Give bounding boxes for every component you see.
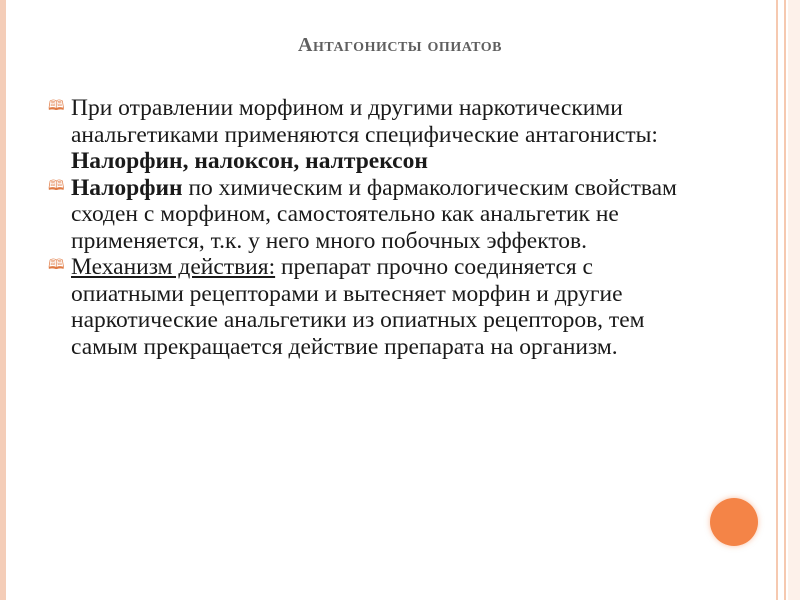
decorative-orange-circle [710,498,758,546]
bullet-icon: 🕮 [48,99,65,114]
bullet-3-text: препарат прочно соединяется с опиатными рецепторами и вытесняет морфин и другие наркотические анальгетики из опиатных рецепторов, тем самым прекращается действие препарата на организм. [71,254,645,360]
bullet-icon: 🕮 [48,178,65,194]
bullet-icon: 🕮 [48,258,65,273]
left-border-stripe [0,0,6,600]
bullet-3-underlined-text: Механизм действия: [71,254,276,280]
bullet-1-text: При отравлении морфином и другими наркотическими анальгетиками применяются специфические антагонисты: [71,95,658,148]
slide-content [46,95,706,360]
bullet-item-3 [46,254,706,360]
right-outer-stripe [788,0,800,600]
bullet-1-bold-text: Налорфин, налоксон, налтрексон [71,148,428,174]
slide-title: Антагонисты опиатов [298,34,502,56]
bullet-item-1 [46,95,706,175]
bullet-item-2 [46,175,706,255]
bullet-2-text: по химическим и фармакологическим свойствам сходен с морфином, самостоятельно как анальгетик не применяется, т.к. у него много побочных эффектов. [71,174,677,254]
right-border-stripe [776,0,786,600]
bullet-2-bold-text: Налорфин [71,174,183,201]
